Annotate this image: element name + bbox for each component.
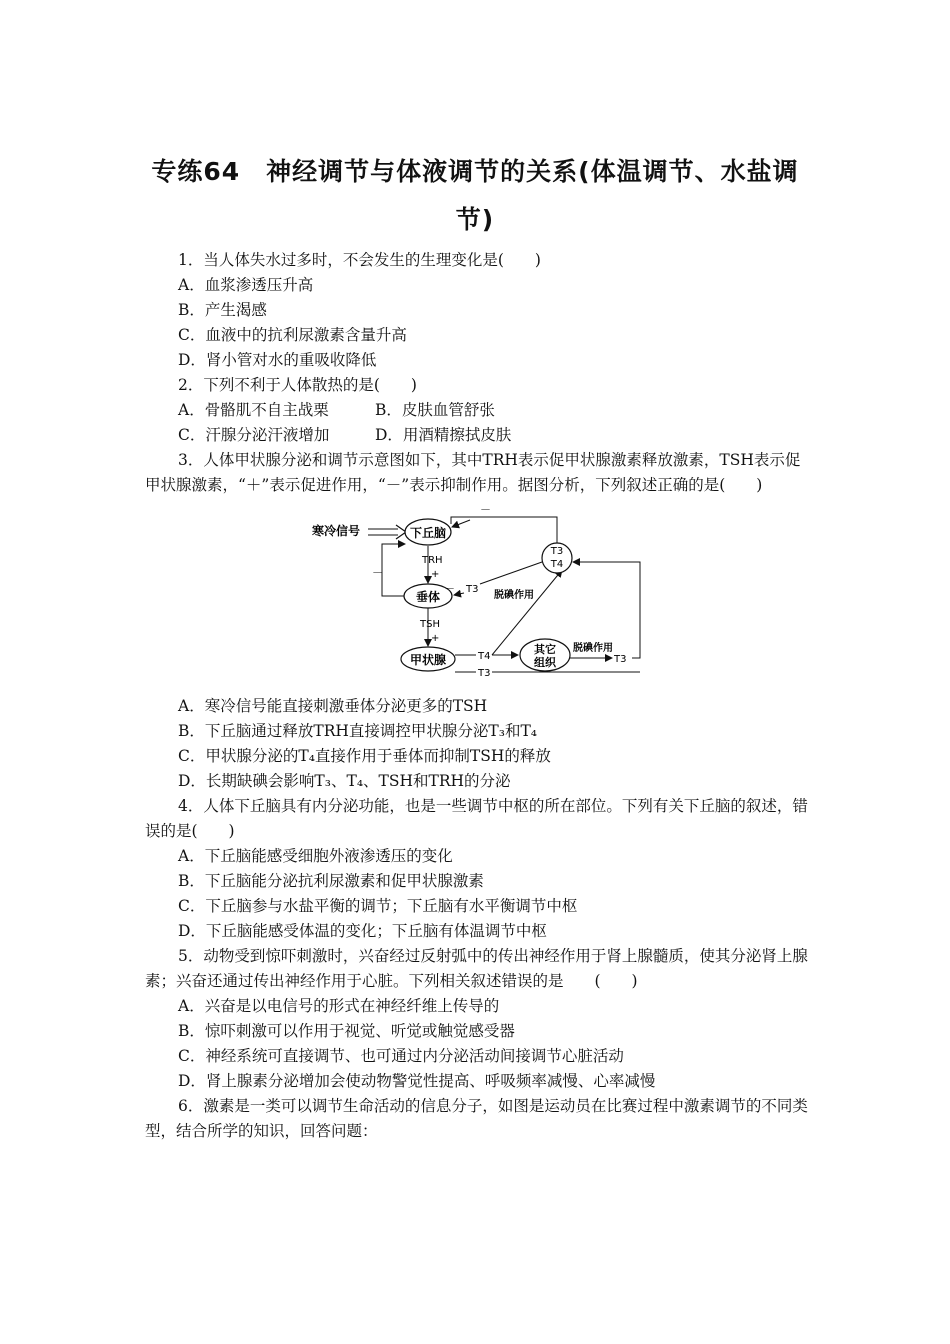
question-4-stem: 4．人体下丘脑具有内分泌功能，也是一些调节中枢的所在部位。下列有关下丘脑的叙述，错误的是( ) [145,797,808,840]
q2-option-d: D．用酒精擦拭皮肤 [375,426,512,444]
q3-option-c: C．甲状腺分泌的T₄直接作用于垂体而抑制TSH的释放 [178,747,551,765]
question-list [145,248,810,1144]
pituitary-t3-label: T3 [466,584,479,595]
q1-option-a: A．血浆渗透压升高 [178,276,314,294]
hypothalamus-inhibit-arrowhead [452,520,470,527]
page-title: 专练64 神经调节与体液调节的关系(体温调节、水盐调节) [151,157,799,234]
q1-option-d: D．肾小管对水的重吸收降低 [178,351,377,369]
q5-option-c: C．神经系统可直接调节、也可通过内分泌活动间接调节心脏活动 [178,1047,624,1065]
cold-signal-label: 寒冷信号 [312,524,361,538]
q4-option-c: C．下丘脑参与水盐平衡的调节；下丘脑有水平衡调节中枢 [178,897,578,915]
circle-t3-label: T3 [550,546,564,557]
thyroid-regulation-diagram [145,500,810,688]
q3-option-d: D．长期缺碘会影响T₃、T₄、TSH和TRH的分泌 [178,772,511,790]
pituitary-feedback-minus: － [372,566,383,579]
thyroid-t4-label: T4 [478,651,491,662]
question-3-stem: 3．人体甲状腺分泌和调节示意图如下，其中TRH表示促甲状腺激素释放激素，TSH表示促甲状腺激素，“＋”表示促进作用，“－”表示抑制作用。据图分析，下列叙述正确的是( ) [145,451,801,494]
t3-to-pituitary-arrow [454,593,464,595]
trh-plus-sign: + [431,569,440,580]
circle-deiodination-label: 脱碘作用 [494,590,534,601]
q4-option-b: B．下丘脑能分泌抗利尿激素和促甲状腺激素 [178,872,484,890]
thyroid-label: 甲状腺 [409,653,447,667]
diagram-svg [310,500,670,686]
q2-option-c: C．汗腺分泌汗液增加 [178,426,330,444]
question-5-stem: 5．动物受到惊吓刺激时，兴奋经过反射弧中的传出神经作用于肾上腺髓质，使其分泌肾上腺素；兴奋还通过传出神经作用于心脏。下列相关叙述错误的是 ( ) [145,947,808,990]
q2-option-a: A．骨骼肌不自主战栗 [178,401,329,419]
q5-option-a: A．兴奋是以电信号的形式在神经纤维上传导的 [178,997,500,1015]
question-6-stem: 6．激素是一类可以调节生命活动的信息分子，如图是运动员在比赛过程中激素调节的不同类型，结合所学的知识，回答问题： [145,1097,808,1140]
hypothalamus-inhibit-minus: － [480,503,491,516]
question-1-stem: 1．当人体失水过多时，不会发生的生理变化是( ) [178,251,541,269]
circle-t4-label: T4 [550,559,564,570]
q5-option-b: B．惊吓刺激可以作用于视觉、听觉或触觉感受器 [178,1022,515,1040]
trh-label: TRH [422,555,443,566]
q4-option-d: D．下丘脑能感受体温的变化；下丘脑有体温调节中枢 [178,922,547,940]
other-tissue-label-1: 其它 [534,643,556,656]
q2-options-row-2 [145,423,810,448]
q1-option-b: B．产生渴感 [178,301,267,319]
q2-option-b: B．皮肤血管舒张 [375,401,495,419]
pituitary-label: 垂体 [415,590,441,604]
tissue-deiodination-label: 脱碘作用 [573,643,613,654]
q3-option-b: B．下丘脑通过释放TRH直接调控甲状腺分泌T₃和T₄ [178,722,538,740]
tsh-label: TSH [420,619,440,630]
other-tissue-label-2: 组织 [534,656,556,669]
q2-options-row-1 [145,398,810,423]
circle-to-t3-line [480,562,542,584]
q3-option-a: A．寒冷信号能直接刺激垂体分泌更多的TSH [178,697,488,715]
q4-option-a: A．下丘脑能感受细胞外液渗透压的变化 [178,847,453,865]
q1-option-c: C．血液中的抗利尿激素含量升高 [178,326,407,344]
thyroid-t3-label: T3 [478,668,491,679]
tsh-plus-sign: + [431,633,440,644]
hypothalamus-label: 下丘脑 [409,526,447,540]
q5-option-d: D．肾上腺素分泌增加会使动物警觉性提高、呼吸频率减慢、心率减慢 [178,1072,656,1090]
pituitary-inhibit-minus: － [444,582,455,595]
pituitary-feedback-arrow [382,544,405,596]
question-2-stem: 2．下列不利于人体散热的是( ) [178,376,417,394]
tissue-t3-label: T3 [614,654,627,665]
